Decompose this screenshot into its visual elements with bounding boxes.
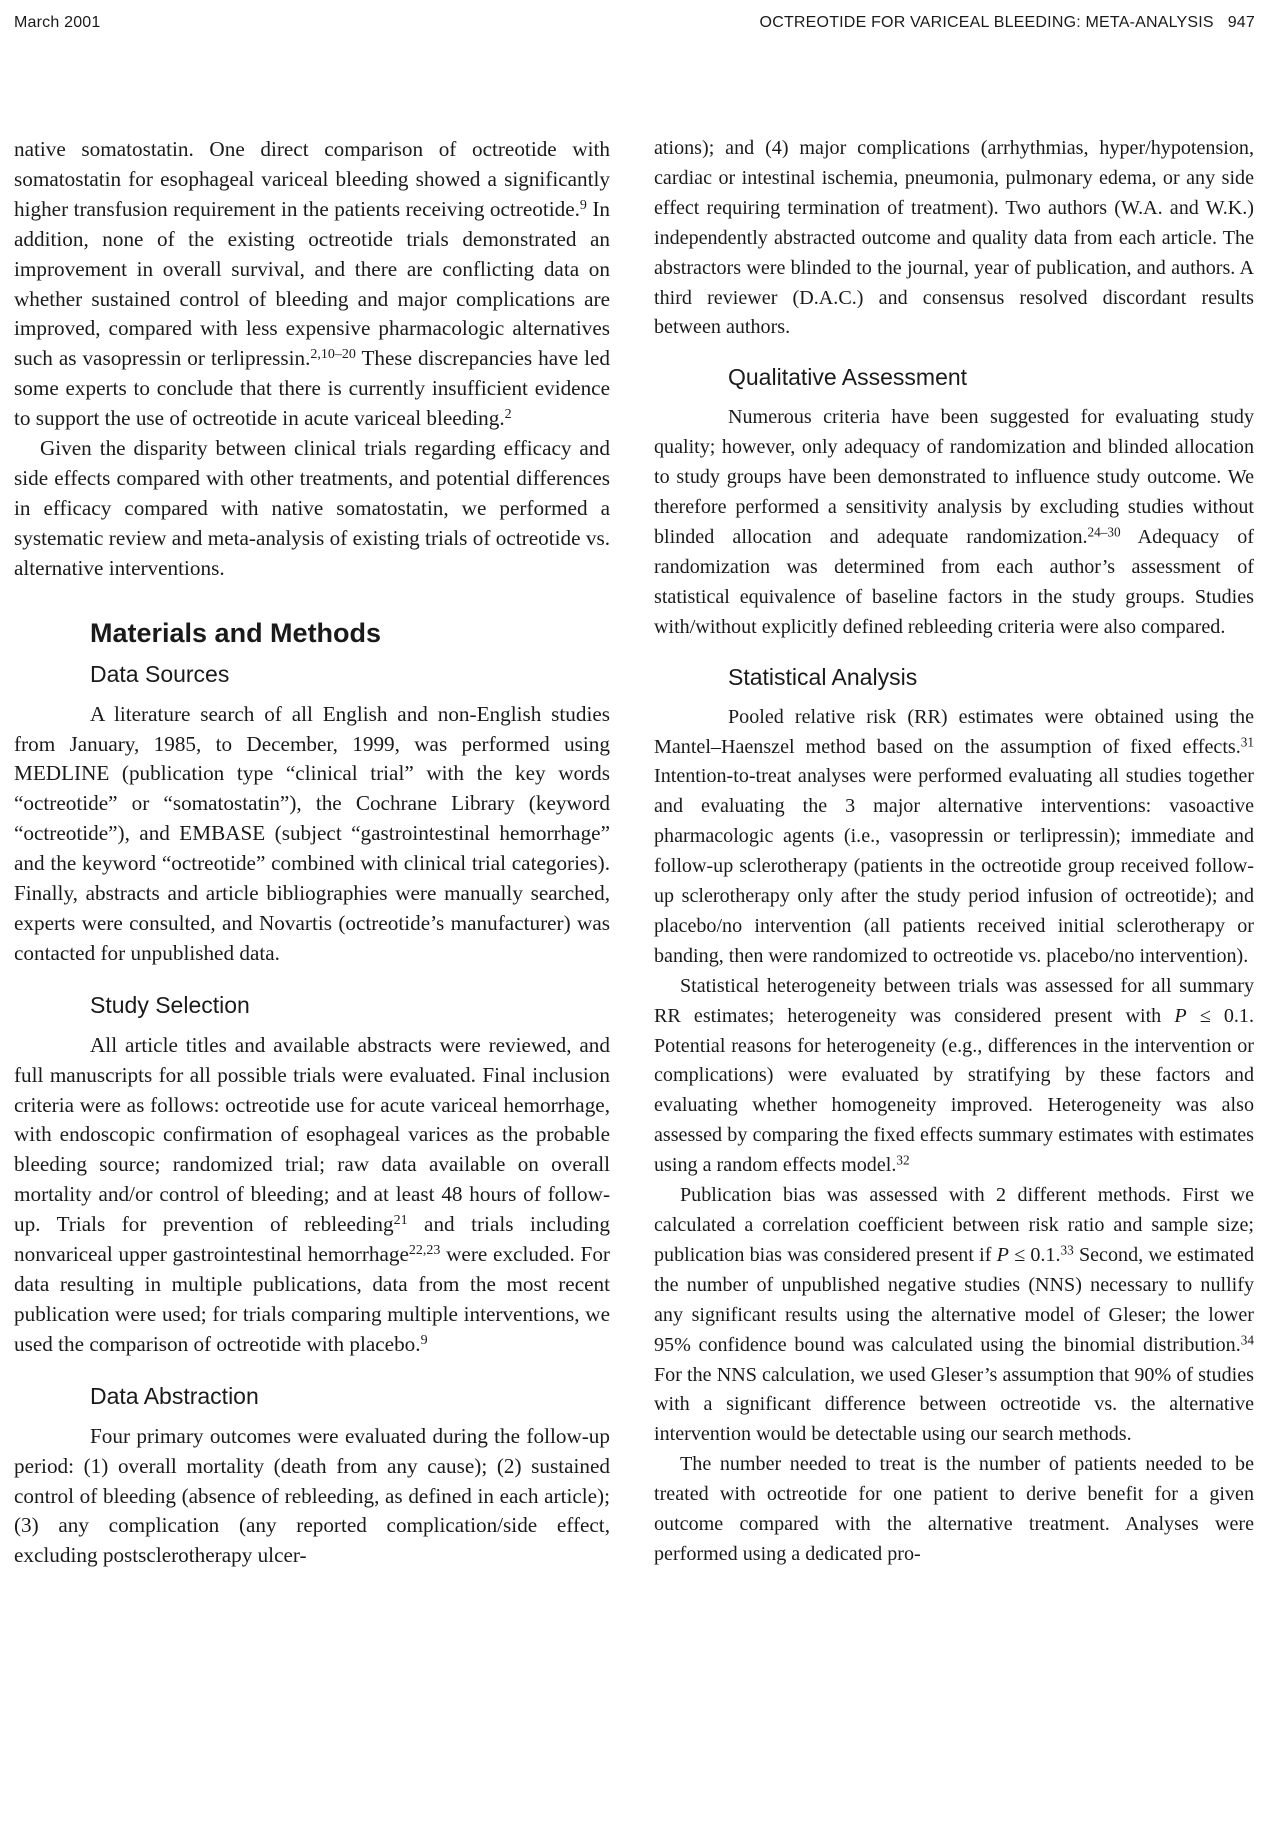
citation: 9 [420,1332,428,1348]
p-symbol: P [1174,1004,1187,1027]
citation: 24–30 [1087,524,1121,540]
data-abstraction-heading: Data Abstraction [90,1382,259,1409]
text-span: For the NNS calculation, we used Gleser’s assumption that 90% of studies with a significant difference between octreotide vs. the alternative intervention would be detectable using our search methods. [654,1363,1254,1446]
text-span: Publication bias was assessed with 2 different methods. First we calculated a correlation coefficient between risk ratio and sample size; publication bias was considered present if [654,1184,1254,1266]
abstraction-continued-paragraph: ations); and (4) major complications (arrhythmias, hyper/hypotension, cardiac or intestinal ischemia, pneumonia, pulmonary edema, or any side effect requiring termination of treatment). Two authors (W.A. and W.K.) independently abstracted outcome and quality data from each article. The abstractors were blinded to the journal, year of publication, and authors. A third reviewer (D.A.C.) and consensus resolved discordant results between authors. [654,137,1254,339]
text-span: Adequacy of randomization was determined from each author’s assessment of statistical equivalence of baseline factors in the study groups. Studies with/without explicitly defined rebleeding criteria were also compared. [654,525,1254,638]
qualitative-assessment-heading: Qualitative Assessment [728,364,968,391]
running-header [14,14,1255,38]
text-span: native somatostatin. One direct comparison of octreotide with somatostatin for esophageal variceal bleeding showed a significantly higher transfusion requirement in the patients receiving octreotide. [14,137,610,221]
header-date: March 2001 [14,14,101,31]
statistical-paragraph-2 [654,972,1254,1181]
study-selection-paragraph [14,1031,610,1360]
text-span: In addition, none of the existing octreotide trials demonstrated an improvement in overall survival, and there are conflicting data on whether sustained control of bleeding and major complications are improved, compared with less expensive pharmacologic alternatives such as vasopressin or terlipressin. [14,196,610,371]
statistical-paragraph-1 [654,703,1254,972]
statistical-paragraph-3 [654,1181,1254,1450]
right-column [654,134,1254,1570]
text-span: were excluded. For data resulting in multiple publications, data from the most recent publication were used; for trials comparing multiple interventions, we used the comparison of octreotide with placebo. [14,1242,610,1356]
citation: 34 [1240,1332,1254,1347]
citation: 31 [1240,733,1254,749]
data-sources-heading: Data Sources [90,660,230,687]
statistical-paragraph-4: The number needed to treat is the number of patients needed to be treated with octreotide for one patient to derive benefit for a given outcome compared with the alternative treatment. Analyses were performed using a dedicated pro- [654,1453,1254,1565]
text-span: ≤ 0.1. [1008,1243,1061,1266]
study-selection-heading: Study Selection [90,991,250,1018]
header-title-page: OCTREOTIDE FOR VARICEAL BLEEDING: META-ANALYSIS 947 [759,14,1255,31]
citation: 9 [579,197,587,213]
intro-paragraph-2: Given the disparity between clinical trials regarding efficacy and side effects compared with other treatments, and potential differences in efficacy compared with native somatostatin, we performed a systematic review and meta-analysis of existing trials of octreotide vs. alternative interventions. [14,436,610,580]
citation: 32 [896,1152,910,1168]
text-span: All article titles and available abstracts were reviewed, and full manuscripts for all possible trials were evaluated. Final inclusion criteria were as follows: octreotide use for acute variceal hemorrhage, with endoscopic confirmation of esophageal varices as the probable bleeding source; randomized trial; raw data available on overall mortality and/or control of bleeding; and at least 48 hours of follow-up. Trials for prevention of rebleeding [14,1032,610,1237]
intro-paragraph-1 [14,135,610,434]
statistical-analysis-heading: Statistical Analysis [728,663,918,690]
text-span: ≤ 0.1. Potential reasons for heterogeneity (e.g., differences in the intervention or complications) were evaluated by stratifying by these factors and evaluating whether homogeneity improved. Heterogeneity was also assessed by comparing the fixed effects summary estimates with estimates using a random effects model. [654,1004,1254,1177]
citation: 33 [1060,1242,1074,1258]
citation: 2,10–20 [310,347,356,363]
text-span: Intention-to-treat analyses were performed evaluating all studies together and evaluating the 3 major alternative interventions: vasoactive pharmacologic agents (i.e., vasopressin or terlipressin); immediate and follow-up sclerotherapy (patients in the octreotide group received follow-up sclerotherapy only after the study period infusion of octreotide); and placebo/no intervention (all patients received initial sclerotherapy or banding, then were randomized to octreotide vs. placebo/no intervention). [654,765,1254,967]
text-span: Pooled relative risk (RR) estimates were obtained using the Mantel–Haenszel method based on the assumption of fixed effects. [654,705,1254,758]
text-span: Second, we estimated the number of unpublished negative studies (NNS) necessary to nullify any significant results using the alternative model of Gleser; the lower 95% confidence bound was calculated using the binomial distribution. [654,1243,1254,1356]
citation: 22,23 [408,1243,441,1259]
data-sources-paragraph: A literature search of all English and non-English studies from January, 1985, to December, 1999, was performed using MEDLINE (publication type “clinical trial” with the key words “octreotide” or “somatostatin”), the Cochrane Library (keyword “octreotide”), and EMBASE (subject “gastrointestinal hemorrhage” and the keyword “octreotide” combined with clinical trial categories). Finally, abstracts and article bibliographies were manually searched, experts were consulted, and Novartis (octreotide’s manufacturer) was contacted for unpublished data. [14,701,610,965]
text-span: Numerous criteria have been suggested for evaluating study quality; however, only adequacy of randomization and blinded allocation to study groups have been demonstrated to influence study outcome. We therefore performed a sensitivity analysis by excluding studies without blinded allocation and adequate randomization. [654,406,1254,548]
left-column [14,135,610,1571]
qualitative-assessment-paragraph [654,403,1254,642]
p-symbol: P [996,1243,1009,1266]
text-span: These discrepancies have led some experts to conclude that there is currently insufficient evidence to support the use of octreotide in acute variceal bleeding. [14,346,610,431]
text-span: and trials including nonvariceal upper gastrointestinal hemorrhage [14,1212,610,1267]
section-title: Materials and Methods [90,617,382,648]
citation: 2 [504,407,512,423]
text-span: Statistical heterogeneity between trials was assessed for all summary RR estimates; heterogeneity was considered present with [654,974,1254,1027]
data-abstraction-paragraph: Four primary outcomes were evaluated during the follow-up period: (1) overall mortality (death from any cause); (2) sustained control of bleeding (absence of rebleeding, as defined in each article); (3) any complication (any reported complication/side effect, excluding postsclerotherapy ulcer- [14,1423,610,1568]
citation: 21 [393,1213,408,1229]
